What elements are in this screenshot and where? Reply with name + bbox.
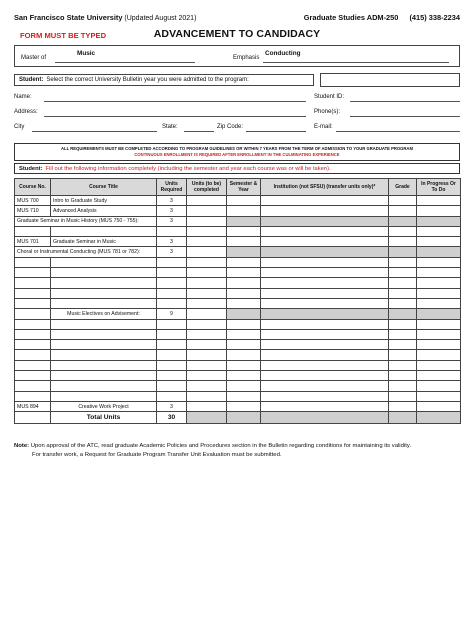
must-be-typed-notice: FORM MUST BE TYPED bbox=[20, 31, 107, 40]
units-completed-cell[interactable] bbox=[187, 350, 227, 360]
page-header bbox=[14, 13, 460, 25]
grade-cell[interactable] bbox=[389, 371, 417, 381]
institution-cell[interactable] bbox=[261, 226, 389, 236]
table-row bbox=[15, 371, 461, 381]
in-progress-cell[interactable] bbox=[417, 216, 461, 226]
bulletin-year-prompt bbox=[14, 74, 314, 86]
course-title-cell[interactable]: Creative Work Project bbox=[51, 401, 157, 411]
total-row bbox=[15, 412, 461, 424]
address-row bbox=[14, 105, 460, 120]
units-completed-cell[interactable] bbox=[187, 206, 227, 216]
course-no-cell[interactable] bbox=[15, 340, 51, 350]
course-no-cell[interactable]: MUS 710 bbox=[15, 206, 51, 216]
in-progress-cell[interactable] bbox=[417, 298, 461, 308]
institution-cell[interactable] bbox=[261, 278, 389, 288]
fill-instructions bbox=[14, 163, 460, 174]
units-completed-cell[interactable] bbox=[187, 278, 227, 288]
city-field[interactable] bbox=[32, 131, 157, 132]
table-row bbox=[15, 206, 461, 216]
units-completed-cell[interactable] bbox=[187, 340, 227, 350]
institution-cell[interactable] bbox=[261, 237, 389, 247]
units-required-cell bbox=[157, 329, 187, 339]
student-info bbox=[14, 72, 460, 135]
name-label: Name: bbox=[14, 94, 32, 100]
in-progress-cell[interactable] bbox=[417, 268, 461, 278]
units-required-cell bbox=[157, 340, 187, 350]
units-completed-cell[interactable] bbox=[187, 268, 227, 278]
institution-cell[interactable] bbox=[261, 401, 389, 411]
table-row bbox=[15, 268, 461, 278]
institution-cell[interactable] bbox=[261, 257, 389, 267]
institution-cell[interactable] bbox=[261, 196, 389, 206]
course-no-cell[interactable] bbox=[15, 288, 51, 298]
course-no-cell[interactable] bbox=[15, 391, 51, 401]
col-semester-year: Semester & Year bbox=[227, 179, 261, 196]
footer-note bbox=[14, 442, 460, 460]
institution-cell[interactable] bbox=[261, 309, 389, 319]
units-completed-cell[interactable] bbox=[187, 391, 227, 401]
course-no-cell[interactable] bbox=[15, 226, 51, 236]
semester-year-cell[interactable] bbox=[227, 350, 261, 360]
city-label: City bbox=[14, 124, 25, 130]
course-title-cell[interactable] bbox=[51, 360, 157, 370]
col-course-no: Course No. bbox=[15, 179, 51, 196]
state-label: State: bbox=[162, 124, 178, 130]
table-row bbox=[15, 247, 461, 257]
in-progress-cell[interactable] bbox=[417, 257, 461, 267]
semester-year-cell[interactable] bbox=[227, 319, 261, 329]
course-title-cell[interactable] bbox=[51, 268, 157, 278]
table-row bbox=[15, 278, 461, 288]
course-title-cell[interactable]: Choral or Instrumental Conducting (MUS 781 or 782): bbox=[15, 247, 157, 257]
units-required-cell: 9 bbox=[157, 309, 187, 319]
semester-year-cell[interactable] bbox=[227, 391, 261, 401]
units-completed-cell[interactable] bbox=[187, 226, 227, 236]
table-row bbox=[15, 329, 461, 339]
grade-cell[interactable] bbox=[389, 216, 417, 226]
total-semester-cell bbox=[227, 412, 261, 424]
table-row bbox=[15, 381, 461, 391]
in-progress-cell[interactable] bbox=[417, 319, 461, 329]
grade-cell[interactable] bbox=[389, 288, 417, 298]
course-title-cell[interactable] bbox=[51, 288, 157, 298]
units-completed-cell[interactable] bbox=[187, 237, 227, 247]
institution-cell[interactable] bbox=[261, 216, 389, 226]
course-no-cell[interactable] bbox=[15, 360, 51, 370]
course-title-cell[interactable] bbox=[51, 298, 157, 308]
city-row bbox=[14, 120, 460, 135]
name-field[interactable] bbox=[44, 101, 306, 102]
grade-cell[interactable] bbox=[389, 340, 417, 350]
in-progress-cell[interactable] bbox=[417, 226, 461, 236]
in-progress-cell[interactable] bbox=[417, 340, 461, 350]
semester-year-cell[interactable] bbox=[227, 340, 261, 350]
course-title-cell[interactable]: Intro to Graduate Study bbox=[51, 196, 157, 206]
zip-field[interactable] bbox=[246, 131, 306, 132]
col-units-required: Units Required bbox=[157, 179, 187, 196]
course-title-cell[interactable] bbox=[51, 226, 157, 236]
semester-year-cell[interactable] bbox=[227, 237, 261, 247]
course-title-cell[interactable]: Advanced Analysis bbox=[51, 206, 157, 216]
course-title-cell[interactable] bbox=[51, 257, 157, 267]
units-required-cell bbox=[157, 319, 187, 329]
in-progress-cell[interactable] bbox=[417, 278, 461, 288]
name-row bbox=[14, 90, 460, 105]
units-completed-cell[interactable] bbox=[187, 309, 227, 319]
course-no-cell[interactable] bbox=[15, 298, 51, 308]
in-progress-cell[interactable] bbox=[417, 206, 461, 216]
total-institution-cell bbox=[261, 412, 389, 424]
semester-year-cell[interactable] bbox=[227, 309, 261, 319]
units-required-cell: 3 bbox=[157, 196, 187, 206]
units-completed-cell[interactable] bbox=[187, 298, 227, 308]
semester-year-cell[interactable] bbox=[227, 196, 261, 206]
total-progress-cell bbox=[417, 412, 461, 424]
in-progress-cell[interactable] bbox=[417, 371, 461, 381]
table-row bbox=[15, 237, 461, 247]
units-required-cell bbox=[157, 288, 187, 298]
units-completed-cell[interactable] bbox=[187, 257, 227, 267]
table-row bbox=[15, 216, 461, 226]
semester-year-cell[interactable] bbox=[227, 257, 261, 267]
course-no-cell[interactable] bbox=[15, 278, 51, 288]
table-row bbox=[15, 309, 461, 319]
master-of-line bbox=[55, 62, 195, 63]
course-no-cell[interactable] bbox=[15, 329, 51, 339]
address-field[interactable] bbox=[44, 116, 306, 117]
table-row bbox=[15, 257, 461, 267]
grade-cell[interactable] bbox=[389, 401, 417, 411]
header-right bbox=[295, 13, 460, 22]
semester-year-cell[interactable] bbox=[227, 226, 261, 236]
bulletin-year-field[interactable] bbox=[320, 73, 460, 87]
course-title-cell[interactable] bbox=[51, 381, 157, 391]
institution-cell[interactable] bbox=[261, 381, 389, 391]
units-required-cell bbox=[157, 360, 187, 370]
institution-cell[interactable] bbox=[261, 268, 389, 278]
total-units-value: 30 bbox=[157, 412, 187, 424]
institution-cell[interactable] bbox=[261, 206, 389, 216]
zip-label: Zip Code: bbox=[217, 124, 244, 130]
table-row bbox=[15, 319, 461, 329]
col-course-title: Course Title bbox=[51, 179, 157, 196]
emphasis-field[interactable]: Conducting bbox=[265, 50, 301, 57]
semester-year-cell[interactable] bbox=[227, 360, 261, 370]
note-label: Note: bbox=[14, 443, 30, 450]
grade-cell[interactable] bbox=[389, 360, 417, 370]
table-row bbox=[15, 391, 461, 401]
requirements-notice bbox=[14, 143, 460, 161]
note-line-2: For transfer work, a Request for Graduate Program Transfer Unit Evaluation must be submitted. bbox=[32, 452, 282, 459]
units-completed-cell[interactable] bbox=[187, 371, 227, 381]
master-of-field[interactable]: Music bbox=[77, 50, 96, 57]
course-no-cell[interactable] bbox=[15, 257, 51, 267]
total-empty bbox=[15, 412, 51, 424]
bulletin-year-row bbox=[14, 72, 460, 88]
updated-date: (Updated August 2021) bbox=[124, 15, 197, 22]
units-required-cell bbox=[157, 371, 187, 381]
in-progress-cell[interactable] bbox=[417, 350, 461, 360]
units-required-cell bbox=[157, 298, 187, 308]
institution-cell[interactable] bbox=[261, 288, 389, 298]
table-row bbox=[15, 401, 461, 411]
note-line-1 bbox=[14, 442, 460, 451]
col-institution: Institution (not SFSU) (transfer units only)* bbox=[261, 179, 389, 196]
course-title-cell[interactable] bbox=[51, 340, 157, 350]
course-no-cell[interactable]: MUS 894 bbox=[15, 401, 51, 411]
table-row bbox=[15, 226, 461, 236]
institution-cell[interactable] bbox=[261, 298, 389, 308]
emphasis-label: Emphasis bbox=[233, 55, 260, 61]
units-required-cell bbox=[157, 278, 187, 288]
course-no-cell[interactable] bbox=[15, 381, 51, 391]
address-label: Address: bbox=[14, 109, 38, 115]
course-title-cell[interactable]: Music Electives on Advisement: bbox=[51, 309, 157, 319]
institution-cell[interactable] bbox=[261, 360, 389, 370]
in-progress-cell[interactable] bbox=[417, 329, 461, 339]
institution-cell[interactable] bbox=[261, 329, 389, 339]
semester-year-cell[interactable] bbox=[227, 401, 261, 411]
units-completed-cell[interactable] bbox=[187, 381, 227, 391]
units-required-cell: 3 bbox=[157, 247, 187, 257]
total-completed-cell[interactable] bbox=[187, 412, 227, 424]
total-grade-cell bbox=[389, 412, 417, 424]
course-title-cell[interactable] bbox=[51, 391, 157, 401]
requirements-line-1: ALL REQUIREMENTS MUST BE COMPLETED ACCORDING TO PROGRAM GUIDELINES OR WITHIN 7 YEARS FROM THE TERM OF ADMISSION TO YOUR GRADUATE PROGRAM bbox=[61, 146, 413, 151]
col-in-progress: In Progress Or To Do bbox=[417, 179, 461, 196]
master-of-label: Master of bbox=[21, 55, 47, 61]
in-progress-cell[interactable] bbox=[417, 391, 461, 401]
in-progress-cell[interactable] bbox=[417, 247, 461, 257]
student-label: Student: bbox=[19, 77, 44, 83]
course-no-cell[interactable] bbox=[15, 309, 51, 319]
student-id-field[interactable] bbox=[350, 101, 460, 102]
course-title-cell[interactable] bbox=[51, 329, 157, 339]
grade-cell[interactable] bbox=[389, 247, 417, 257]
course-title-cell[interactable] bbox=[51, 350, 157, 360]
institution-cell[interactable] bbox=[261, 371, 389, 381]
units-completed-cell[interactable] bbox=[187, 196, 227, 206]
table-row bbox=[15, 350, 461, 360]
state-field[interactable] bbox=[184, 131, 214, 132]
semester-year-cell[interactable] bbox=[227, 288, 261, 298]
grade-cell[interactable] bbox=[389, 257, 417, 267]
col-units-completed: Units (to be) completed bbox=[187, 179, 227, 196]
course-no-cell[interactable] bbox=[15, 319, 51, 329]
grade-cell[interactable] bbox=[389, 329, 417, 339]
units-completed-cell[interactable] bbox=[187, 247, 227, 257]
units-completed-cell[interactable] bbox=[187, 216, 227, 226]
in-progress-cell[interactable] bbox=[417, 196, 461, 206]
semester-year-cell[interactable] bbox=[227, 216, 261, 226]
institution-cell[interactable] bbox=[261, 340, 389, 350]
semester-year-cell[interactable] bbox=[227, 371, 261, 381]
course-title-cell[interactable]: Graduate Seminar in Music History (MUS 750 - 755): bbox=[15, 216, 157, 226]
grade-cell[interactable] bbox=[389, 381, 417, 391]
in-progress-cell[interactable] bbox=[417, 288, 461, 298]
units-required-cell bbox=[157, 226, 187, 236]
program-box bbox=[14, 45, 460, 67]
email-label: E-mail: bbox=[314, 124, 333, 130]
grade-cell[interactable] bbox=[389, 350, 417, 360]
course-no-cell[interactable] bbox=[15, 268, 51, 278]
units-completed-cell[interactable] bbox=[187, 360, 227, 370]
units-required-cell bbox=[157, 391, 187, 401]
table-header-row bbox=[15, 179, 461, 196]
grade-cell[interactable] bbox=[389, 268, 417, 278]
table-row bbox=[15, 298, 461, 308]
student-id-label: Student ID: bbox=[314, 94, 345, 100]
email-field[interactable] bbox=[336, 131, 460, 132]
fill-instructions-text: Fill out the following information completely (including the semester and year each course was or will be taken). bbox=[45, 165, 331, 172]
university-name: San Francisco State University bbox=[14, 13, 123, 22]
semester-year-cell[interactable] bbox=[227, 247, 261, 257]
semester-year-cell[interactable] bbox=[227, 381, 261, 391]
phone-field[interactable] bbox=[350, 116, 460, 117]
note-text-1: Upon approval of the ATC, read graduate Academic Policies and Procedures section in the Bulletin regarding conditions for maintaining its validity. bbox=[30, 443, 411, 450]
units-required-cell: 3 bbox=[157, 216, 187, 226]
semester-year-cell[interactable] bbox=[227, 268, 261, 278]
in-progress-cell[interactable] bbox=[417, 360, 461, 370]
semester-year-cell[interactable] bbox=[227, 329, 261, 339]
units-completed-cell[interactable] bbox=[187, 288, 227, 298]
course-no-cell[interactable]: MUS 701 bbox=[15, 237, 51, 247]
grade-cell[interactable] bbox=[389, 319, 417, 329]
units-completed-cell[interactable] bbox=[187, 401, 227, 411]
course-no-cell[interactable] bbox=[15, 350, 51, 360]
semester-year-cell[interactable] bbox=[227, 206, 261, 216]
title-row bbox=[14, 27, 460, 45]
grade-cell[interactable] bbox=[389, 196, 417, 206]
semester-year-cell[interactable] bbox=[227, 298, 261, 308]
grade-cell[interactable] bbox=[389, 309, 417, 319]
table-row bbox=[15, 288, 461, 298]
grade-cell[interactable] bbox=[389, 278, 417, 288]
col-grade: Grade bbox=[389, 179, 417, 196]
course-table-body bbox=[15, 196, 461, 412]
in-progress-cell[interactable] bbox=[417, 237, 461, 247]
units-required-cell bbox=[157, 268, 187, 278]
table-row bbox=[15, 196, 461, 206]
in-progress-cell[interactable] bbox=[417, 381, 461, 391]
institution-cell[interactable] bbox=[261, 319, 389, 329]
units-required-cell: 3 bbox=[157, 401, 187, 411]
units-completed-cell[interactable] bbox=[187, 329, 227, 339]
institution-cell[interactable] bbox=[261, 247, 389, 257]
units-required-cell bbox=[157, 381, 187, 391]
grade-cell[interactable] bbox=[389, 391, 417, 401]
grade-cell[interactable] bbox=[389, 226, 417, 236]
course-no-cell[interactable] bbox=[15, 371, 51, 381]
total-units-label: Total Units bbox=[51, 412, 157, 424]
units-required-cell bbox=[157, 350, 187, 360]
form-id: Graduate Studies ADM-250 bbox=[303, 13, 399, 22]
grade-cell[interactable] bbox=[389, 298, 417, 308]
course-title-cell[interactable] bbox=[51, 278, 157, 288]
table-row bbox=[15, 360, 461, 370]
course-title-cell[interactable] bbox=[51, 319, 157, 329]
emphasis-line bbox=[263, 62, 449, 63]
units-required-cell bbox=[157, 257, 187, 267]
in-progress-cell[interactable] bbox=[417, 401, 461, 411]
institution-cell[interactable] bbox=[261, 391, 389, 401]
table-row bbox=[15, 340, 461, 350]
grade-cell[interactable] bbox=[389, 237, 417, 247]
institution-cell[interactable] bbox=[261, 350, 389, 360]
phone-label: Phone(s): bbox=[314, 109, 341, 115]
in-progress-cell[interactable] bbox=[417, 309, 461, 319]
course-table bbox=[14, 178, 461, 424]
units-completed-cell[interactable] bbox=[187, 319, 227, 329]
bulletin-year-text: Select the correct University Bulletin year you were admitted to the program: bbox=[46, 77, 249, 83]
grade-cell[interactable] bbox=[389, 206, 417, 216]
units-required-cell: 3 bbox=[157, 206, 187, 216]
header-left bbox=[14, 13, 196, 22]
units-required-cell: 3 bbox=[157, 237, 187, 247]
semester-year-cell[interactable] bbox=[227, 278, 261, 288]
form-title: ADVANCEMENT TO CANDIDACY bbox=[153, 28, 321, 40]
fill-student-label: Student: bbox=[19, 165, 43, 172]
course-title-cell[interactable] bbox=[51, 371, 157, 381]
office-phone: (415) 338-2234 bbox=[409, 13, 460, 22]
requirements-line-2: CONTINUOUS ENROLLMENT IS REQUIRED AFTER ENROLLMENT IN THE CULMINATING EXPERIENCE bbox=[134, 152, 340, 157]
course-no-cell[interactable]: MUS 700 bbox=[15, 196, 51, 206]
course-title-cell[interactable]: Graduate Seminar in Music bbox=[51, 237, 157, 247]
